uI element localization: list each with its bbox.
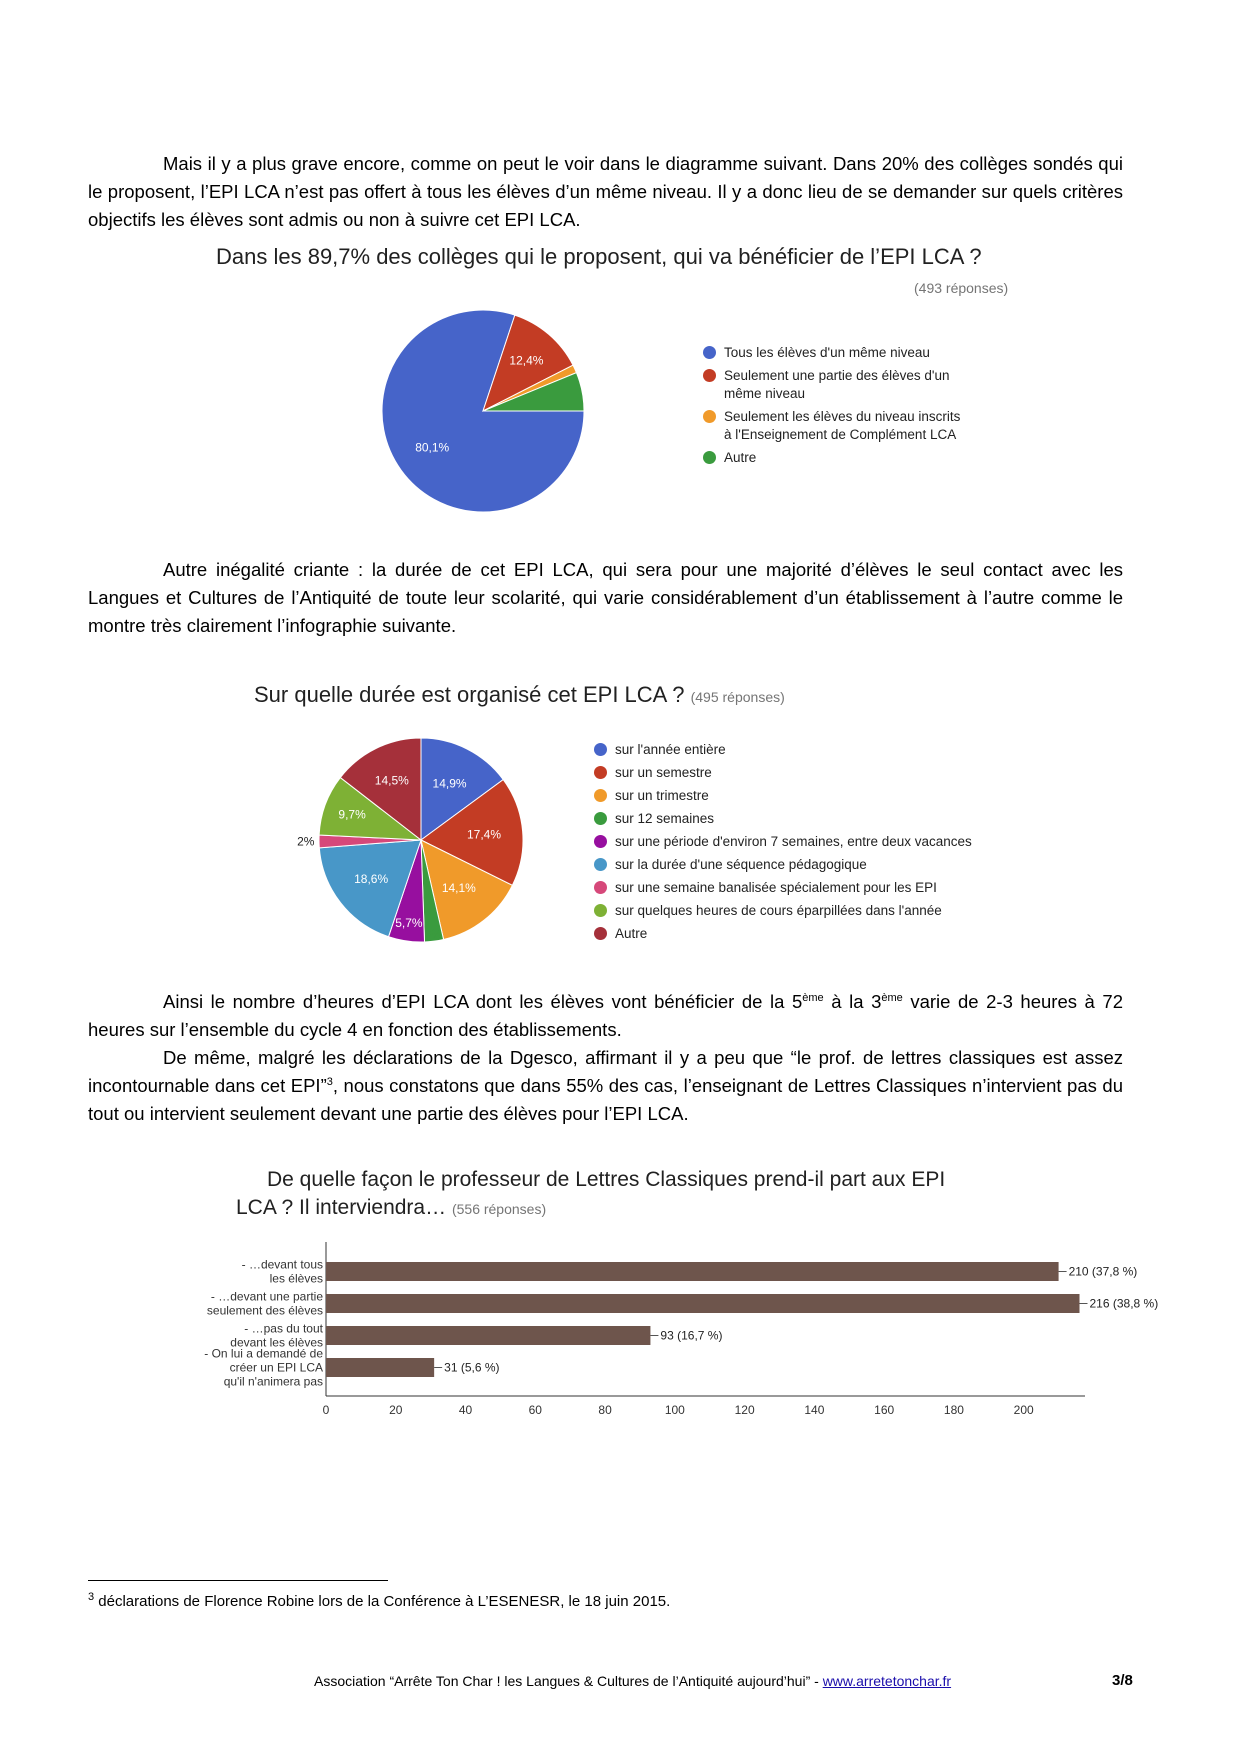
- paragraph-duree-text: Autre inégalité criante : la durée de cet EPI LCA, qui sera pour une majorité d’élèves le seul contact avec les Langues et Cultures de l’Antiquité de toute leur scolarité, qui varie considérablement d’un établissement à l’autre comme le montre très clairement l’infographie suivante.: [88, 559, 1123, 636]
- paragraph-heures-part3: varie de 2-3 heures à 72 heures sur l’ensemble du cycle 4 en fonction des établissements.: [88, 991, 1123, 1040]
- pie-data-label: 80,1%: [415, 440, 450, 455]
- pie-data-label: 14,9%: [432, 776, 467, 791]
- chart1-responses: (493 réponses): [914, 280, 1009, 296]
- legend-item-sur-12-semaines: [594, 810, 984, 828]
- chart3-responses: (556 réponses): [451, 1201, 547, 1217]
- category-label: - …devant tous: [241, 1257, 323, 1272]
- pie-data-label: 3%: [424, 927, 442, 942]
- paragraph-intro-text: Mais il y a plus grave encore, comme on peut le voir dans le diagramme suivant. Dans 20% des collèges sondés qui le proposent, l’EPI LCA n’est pas offert à tous les élèves d’un même niveau. Il y a donc lieu de se demander sur quels critères objectifs les élèves sont admis ou non à suivre cet EPI LCA.: [88, 153, 1123, 230]
- category-label: les élèves: [269, 1271, 323, 1286]
- footnote-number: 3: [88, 1591, 95, 1603]
- pie-data-label: 12,4%: [509, 353, 544, 368]
- paragraph-duree: [88, 556, 1123, 640]
- category-label: - …devant une partie: [210, 1289, 323, 1304]
- category-label: - …pas du tout: [244, 1321, 323, 1336]
- chart3-title-line2: [236, 1196, 546, 1220]
- legend-swatch: [594, 904, 607, 917]
- bar-chart-intervention: [180, 1236, 1180, 1476]
- pie-data-label: 14,1%: [441, 881, 476, 896]
- legend-swatch: [703, 346, 716, 359]
- paragraph-intro: [88, 150, 1123, 234]
- pie-data-label: 2%: [297, 834, 315, 849]
- x-tick-label: 140: [804, 1403, 825, 1417]
- paragraph-dgesco-part1: De même, malgré les déclarations de la Dgesco, affirmant il y a peu que “le prof. de lettres classiques est assez incontournable dans cet EPI”: [88, 1047, 1123, 1096]
- paragraph-dgesco: [88, 1044, 1123, 1128]
- chart2-responses: (495 réponses): [690, 689, 785, 705]
- page-number: 3/8: [1112, 1672, 1133, 1689]
- legend-item-sur-une-semaine-banalisee-specialement-p: [594, 879, 984, 897]
- bar: [326, 1326, 650, 1345]
- bar: [326, 1294, 1080, 1313]
- legend-item-sur-quelques-heures-de-cours-eparpillees: [594, 902, 984, 920]
- paragraph-dgesco-part2: , nous constatons que dans 55% des cas, l’enseignant de Lettres Classiques n’intervient pas du tout ou intervient seulement devant une partie des élèves pour l’EPI LCA.: [88, 1075, 1123, 1124]
- category-label: seulement des élèves: [206, 1303, 323, 1318]
- x-tick-label: 20: [389, 1403, 403, 1417]
- category-label: - On lui a demandé de: [204, 1346, 323, 1361]
- legend-swatch: [594, 766, 607, 779]
- legend-label: sur une semaine banalisée spécialement pour les EPI: [615, 880, 937, 895]
- pie-data-label: 14,5%: [374, 773, 409, 788]
- legend-swatch: [703, 410, 716, 423]
- bar: [326, 1262, 1059, 1281]
- bar-data-label: 216 (38,8 %): [1089, 1296, 1159, 1311]
- chart2-legend: [594, 741, 984, 948]
- page-footer: [314, 1673, 951, 1689]
- superscript-eme-2: ème: [881, 991, 903, 1004]
- legend-label: sur 12 semaines: [615, 811, 715, 826]
- bar-data-label: 210 (37,8 %): [1068, 1264, 1138, 1279]
- footnote-separator: [88, 1580, 388, 1581]
- paragraph-heures-part2: à la 3: [823, 991, 882, 1012]
- pie-chart-beneficiaires: [373, 301, 593, 521]
- paragraph-heures: [88, 988, 1123, 1044]
- paragraph-heures-part1: Ainsi le nombre d’heures d’EPI LCA dont les élèves vont bénéficier de la 5: [163, 991, 803, 1012]
- x-tick-label: 200: [1013, 1403, 1034, 1417]
- legend-label: sur la durée d'une séquence pédagogique: [615, 857, 867, 872]
- legend-item-seulement-les-eleves-du-niveau-inscrits-: [703, 408, 963, 444]
- footnote-text: déclarations de Florence Robine lors de la Conférence à L’ESENESR, le 18 juin 2015.: [94, 1593, 671, 1610]
- x-tick-label: 0: [322, 1403, 330, 1417]
- footer-text: Association “Arrête Ton Char ! les Langues & Cultures de l’Antiquité aujourd’hui” -: [314, 1673, 823, 1689]
- legend-label: Seulement une partie des élèves d'un même niveau: [724, 368, 950, 401]
- pie-chart-duree: [297, 720, 541, 960]
- chart2-title-text: Sur quelle durée est organisé cet EPI LCA ?: [254, 682, 685, 707]
- x-tick-label: 120: [734, 1403, 755, 1417]
- legend-swatch: [594, 812, 607, 825]
- legend-item-autre: [703, 449, 963, 467]
- legend-item-sur-une-periode-d-environ-7-semaines-ent: [594, 833, 984, 851]
- category-label: qu'il n'animera pas: [223, 1374, 323, 1389]
- superscript-eme-1: ème: [802, 991, 824, 1004]
- legend-label: Autre: [724, 450, 757, 465]
- legend-swatch: [703, 451, 716, 464]
- bar-data-label: 93 (16,7 %): [660, 1328, 723, 1343]
- bar-data-label: 31 (5,6 %): [444, 1360, 500, 1375]
- chart1-title: Dans les 89,7% des collèges qui le proposent, qui va bénéficier de l’EPI LCA ?: [216, 244, 982, 269]
- chart1-legend: [703, 344, 963, 472]
- legend-item-sur-l-annee-entiere: [594, 741, 984, 759]
- x-tick-label: 160: [874, 1403, 895, 1417]
- legend-swatch: [594, 835, 607, 848]
- pie-data-label: 5,7%: [395, 915, 423, 930]
- pie-data-label: 9,7%: [338, 807, 366, 822]
- chart3-title-line1: De quelle façon le professeur de Lettres Classiques prend-il part aux EPI: [267, 1168, 946, 1191]
- x-tick-label: 100: [664, 1403, 685, 1417]
- legend-swatch: [594, 789, 607, 802]
- legend-swatch: [594, 881, 607, 894]
- x-tick-label: 40: [458, 1403, 473, 1417]
- category-label: créer un EPI LCA: [229, 1360, 323, 1375]
- pie-data-label: 18,6%: [354, 871, 389, 886]
- x-tick-label: 180: [943, 1403, 964, 1417]
- legend-item-sur-un-trimestre: [594, 787, 984, 805]
- legend-label: sur une période d'environ 7 semaines, entre deux vacances: [615, 834, 972, 849]
- legend-swatch: [594, 927, 607, 940]
- pie-data-label: 17,4%: [466, 827, 502, 842]
- legend-label: Autre: [615, 926, 648, 941]
- legend-label: Tous les élèves d'un même niveau: [724, 345, 930, 360]
- legend-swatch: [594, 858, 607, 871]
- chart3-title-line2-text: LCA ? Il interviendra…: [236, 1196, 447, 1219]
- legend-label: Seulement les élèves du niveau inscrits à l'Enseignement de Complément LCA: [724, 409, 961, 442]
- footnote-ref-3: 3: [326, 1075, 333, 1088]
- legend-label: sur un semestre: [615, 765, 712, 780]
- legend-swatch: [703, 369, 716, 382]
- bar: [326, 1358, 434, 1377]
- x-tick-label: 60: [528, 1403, 542, 1417]
- footnote: [88, 1593, 670, 1610]
- legend-item-autre: [594, 925, 984, 943]
- x-tick-label: 80: [598, 1403, 612, 1417]
- legend-item-seulement-une-partie-des-eleves-d-un-mem: [703, 367, 963, 403]
- legend-item-tous-les-eleves-d-un-meme-niveau: [703, 344, 963, 362]
- legend-label: sur l'année entière: [615, 742, 726, 757]
- legend-item-sur-un-semestre: [594, 764, 984, 782]
- legend-item-sur-la-duree-d-une-sequence-pedagogique: [594, 856, 984, 874]
- legend-label: sur quelques heures de cours éparpillées dans l'année: [615, 903, 942, 918]
- footer-website-link[interactable]: www.arretetonchar.fr: [822, 1673, 952, 1689]
- chart2-title: [254, 682, 785, 708]
- category-label: devant les élèves: [230, 1335, 323, 1350]
- legend-label: sur un trimestre: [615, 788, 709, 803]
- legend-swatch: [594, 743, 607, 756]
